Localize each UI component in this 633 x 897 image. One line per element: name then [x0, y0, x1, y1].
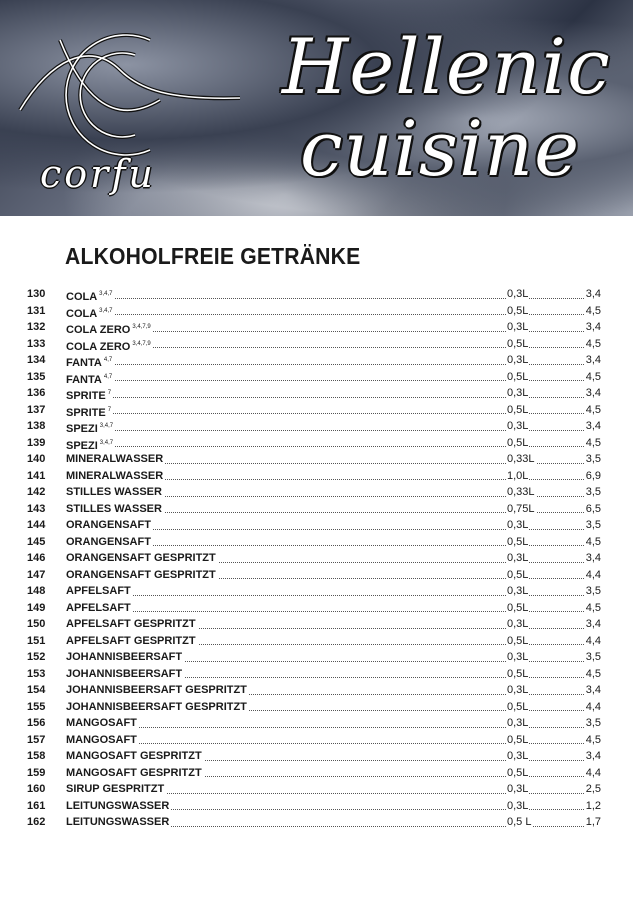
item-volume: 0,5L — [507, 667, 529, 680]
item-number: 132 — [27, 321, 46, 333]
item-price: 4,4 — [585, 567, 601, 584]
dotted-leader — [66, 380, 506, 381]
menu-item-row — [0, 600, 633, 617]
allergen-codes: 7 — [107, 390, 112, 396]
item-name: MANGOSAFT — [66, 732, 139, 749]
item-name: SPEZI $^{3,4,7}$ — [66, 435, 115, 455]
item-volume: 0,33L — [507, 486, 535, 498]
item-volume: 0,3L — [507, 420, 529, 432]
item-price: 3,5 — [585, 517, 601, 534]
menu-item-row — [0, 649, 633, 666]
item-name: STILLES WASSER — [66, 501, 164, 518]
menu-item-row — [0, 402, 633, 419]
item-number: 152 — [27, 651, 46, 663]
item-volume: 0,75L — [507, 502, 535, 515]
item-price: 1,7 — [585, 814, 601, 831]
menu-item-row — [0, 336, 633, 353]
item-name: APFELSAFT GESPRITZT — [66, 633, 198, 650]
allergen-codes: 3,4,7 — [99, 307, 113, 314]
item-name: MINERALWASSER — [66, 451, 165, 468]
item-name: SPRITE $^7$ — [66, 385, 113, 405]
item-price: 3,4 — [585, 748, 601, 765]
item-name: MANGOSAFT GESPRITZT — [66, 765, 204, 782]
item-number: 157 — [27, 733, 46, 746]
item-volume: 0,3L — [507, 519, 529, 531]
menu-item-row — [0, 748, 633, 765]
item-price: 3,4 — [585, 352, 601, 369]
item-name: SPEZI $^{3,4,7}$ — [66, 418, 115, 438]
item-volume: 0,3L — [507, 354, 529, 366]
item-volume: 0,5L — [507, 403, 529, 416]
menu-item-row — [0, 550, 633, 567]
item-price: 3,5 — [585, 715, 601, 732]
item-price: 3,4 — [585, 286, 601, 303]
allergen-codes: 7 — [107, 406, 112, 413]
menu-item-row — [0, 418, 633, 435]
item-price: 3,4 — [585, 319, 601, 336]
item-price: 4,4 — [585, 765, 601, 782]
drinks-menu-list — [0, 286, 633, 831]
menu-item-row — [0, 732, 633, 749]
item-price: 2,5 — [585, 781, 601, 798]
item-number: 135 — [27, 370, 46, 383]
item-name: SIRUP GESPRITZT — [66, 781, 166, 798]
item-volume: 0,3L — [507, 783, 529, 795]
allergen-codes: 3,4,7 — [99, 291, 113, 297]
dotted-leader — [66, 397, 506, 398]
item-name: COLA ZERO $^{3,4,7,9}$ — [66, 336, 153, 356]
menu-item-row — [0, 633, 633, 650]
brand-subtitle: corfu — [40, 152, 156, 196]
item-volume: 0,5L — [507, 568, 529, 581]
item-volume: 0,3L — [507, 717, 529, 729]
item-volume: 0,3L — [507, 618, 529, 630]
item-price: 3,4 — [585, 550, 601, 567]
menu-item-row — [0, 352, 633, 369]
menu-item-row — [0, 715, 633, 732]
menu-item-row — [0, 567, 633, 584]
allergen-codes: 3,4,7,9 — [132, 324, 151, 330]
menu-item-row — [0, 814, 633, 831]
item-volume: 0,5 L — [507, 816, 532, 828]
item-number: 156 — [27, 717, 46, 729]
menu-item-row — [0, 319, 633, 336]
item-volume: 0,5L — [507, 337, 529, 350]
item-volume: 0,5L — [507, 634, 529, 647]
menu-item-row — [0, 534, 633, 551]
item-price: 4,4 — [585, 633, 601, 650]
item-name: JOHANNISBEERSAFT — [66, 649, 184, 666]
item-name: APFELSAFT — [66, 583, 133, 600]
allergen-codes: 3,4,7,9 — [132, 340, 151, 347]
item-price: 6,9 — [585, 468, 601, 485]
menu-item-row — [0, 501, 633, 518]
item-price: 3,4 — [585, 385, 601, 402]
item-price: 4,5 — [585, 369, 601, 386]
item-volume: 0,3L — [507, 684, 529, 696]
menu-item-row — [0, 666, 633, 683]
item-number: 151 — [27, 634, 46, 647]
item-number: 147 — [27, 568, 46, 581]
allergen-codes: 4,7 — [103, 373, 113, 380]
item-price: 6,5 — [585, 501, 601, 518]
section-title: ALKOHOLFREIE GETRÄNKE — [65, 243, 361, 269]
item-price: 4,5 — [585, 534, 601, 551]
dotted-leader — [66, 364, 506, 365]
item-name: ORANGENSAFT GESPRITZT — [66, 567, 218, 584]
menu-item-row — [0, 435, 633, 452]
item-volume: 0,33L — [507, 453, 535, 465]
item-name: STILLES WASSER — [66, 484, 164, 501]
allergen-codes: 3,4,7 — [99, 439, 114, 446]
item-number: 142 — [27, 486, 46, 498]
item-volume: 0,3L — [507, 750, 529, 762]
menu-item-row — [0, 484, 633, 501]
item-number: 130 — [27, 288, 46, 300]
item-price: 4,5 — [585, 435, 601, 452]
menu-item-row — [0, 699, 633, 716]
item-name: APFELSAFT — [66, 600, 133, 617]
item-name: LEITUNGSWASSER — [66, 798, 171, 815]
item-name: APFELSAFT GESPRITZT — [66, 616, 198, 633]
item-price: 3,5 — [585, 484, 601, 501]
item-volume: 0,5L — [507, 370, 529, 383]
menu-item-row — [0, 781, 633, 798]
item-volume: 0,5L — [507, 700, 529, 713]
item-name: COLA $^{3,4,7}$ — [66, 303, 115, 323]
item-price: 1,2 — [585, 798, 601, 815]
item-name: LEITUNGSWASSER — [66, 814, 171, 831]
item-volume: 0,5L — [507, 304, 529, 317]
item-volume: 0,5L — [507, 601, 529, 614]
menu-item-row — [0, 682, 633, 699]
menu-item-row — [0, 517, 633, 534]
dotted-leader — [66, 446, 506, 447]
item-number: 139 — [27, 436, 46, 449]
item-number: 158 — [27, 750, 46, 762]
item-number: 136 — [27, 387, 46, 399]
item-number: 149 — [27, 601, 46, 614]
item-number: 138 — [27, 420, 46, 432]
item-volume: 0,3L — [507, 288, 529, 300]
item-volume: 0,3L — [507, 552, 529, 564]
item-name: JOHANNISBEERSAFT GESPRITZT — [66, 682, 249, 699]
dotted-leader — [66, 298, 506, 299]
item-name: MANGOSAFT — [66, 715, 139, 732]
item-price: 4,5 — [585, 303, 601, 320]
menu-item-row — [0, 798, 633, 815]
item-name: COLA ZERO $^{3,4,7,9}$ — [66, 319, 153, 339]
item-name: ORANGENSAFT — [66, 517, 153, 534]
item-price: 4,5 — [585, 402, 601, 419]
item-price: 4,5 — [585, 600, 601, 617]
item-name: JOHANNISBEERSAFT — [66, 666, 184, 683]
item-price: 3,5 — [585, 451, 601, 468]
item-number: 146 — [27, 552, 46, 564]
menu-item-row — [0, 583, 633, 600]
item-volume: 0,3L — [507, 321, 529, 333]
item-volume: 0,5L — [507, 766, 529, 779]
item-volume: 0,3L — [507, 651, 529, 663]
item-price: 4,5 — [585, 666, 601, 683]
item-name: ORANGENSAFT — [66, 534, 153, 551]
menu-item-row — [0, 303, 633, 320]
menu-item-row — [0, 369, 633, 386]
item-number: 161 — [27, 799, 46, 812]
allergen-codes: 3,4,7 — [99, 423, 114, 429]
menu-item-row — [0, 468, 633, 485]
script-title-line2: cuisine — [300, 104, 581, 193]
item-price: 3,5 — [585, 583, 601, 600]
item-number: 148 — [27, 585, 46, 597]
item-number: 144 — [27, 519, 46, 531]
header-banner — [0, 0, 633, 216]
item-number: 140 — [27, 453, 46, 465]
script-title-line1: Hellenic — [282, 22, 611, 111]
item-price: 4,5 — [585, 732, 601, 749]
item-volume: 0,5L — [507, 733, 529, 746]
menu-item-row — [0, 385, 633, 402]
item-volume: 1,0L — [507, 469, 529, 482]
item-number: 162 — [27, 816, 46, 828]
item-number: 143 — [27, 502, 46, 515]
item-number: 159 — [27, 766, 46, 779]
item-number: 131 — [27, 304, 46, 317]
item-price: 3,4 — [585, 682, 601, 699]
dotted-leader — [66, 430, 506, 431]
item-name: COLA $^{3,4,7}$ — [66, 286, 115, 306]
menu-item-row — [0, 451, 633, 468]
item-price: 3,5 — [585, 649, 601, 666]
menu-item-row — [0, 286, 633, 303]
item-number: 155 — [27, 700, 46, 713]
item-number: 154 — [27, 684, 46, 696]
item-number: 160 — [27, 783, 46, 795]
item-name: FANTA $^{4,7}$ — [66, 369, 114, 389]
item-number: 141 — [27, 469, 46, 482]
item-price: 4,5 — [585, 336, 601, 353]
item-volume: 0,5L — [507, 436, 529, 449]
item-name: MANGOSAFT GESPRITZT — [66, 748, 204, 765]
item-volume: 0,3L — [507, 387, 529, 399]
item-number: 145 — [27, 535, 46, 548]
item-name: MINERALWASSER — [66, 468, 165, 485]
menu-item-row — [0, 765, 633, 782]
dotted-leader — [66, 413, 506, 414]
item-number: 133 — [27, 337, 46, 350]
allergen-codes: 4,7 — [103, 357, 113, 363]
item-number: 134 — [27, 354, 46, 366]
item-number: 137 — [27, 403, 46, 416]
menu-item-row — [0, 616, 633, 633]
item-volume: 0,5L — [507, 535, 529, 548]
item-number: 153 — [27, 667, 46, 680]
item-name: JOHANNISBEERSAFT GESPRITZT — [66, 699, 249, 716]
item-number: 150 — [27, 618, 46, 630]
item-name: SPRITE $^7$ — [66, 402, 113, 422]
item-price: 3,4 — [585, 418, 601, 435]
item-name: ORANGENSAFT GESPRITZT — [66, 550, 218, 567]
item-price: 4,4 — [585, 699, 601, 716]
item-price: 3,4 — [585, 616, 601, 633]
item-name: FANTA $^{4,7}$ — [66, 352, 114, 372]
item-volume: 0,3L — [507, 585, 529, 597]
item-volume: 0,3L — [507, 799, 529, 812]
dotted-leader — [66, 314, 506, 315]
